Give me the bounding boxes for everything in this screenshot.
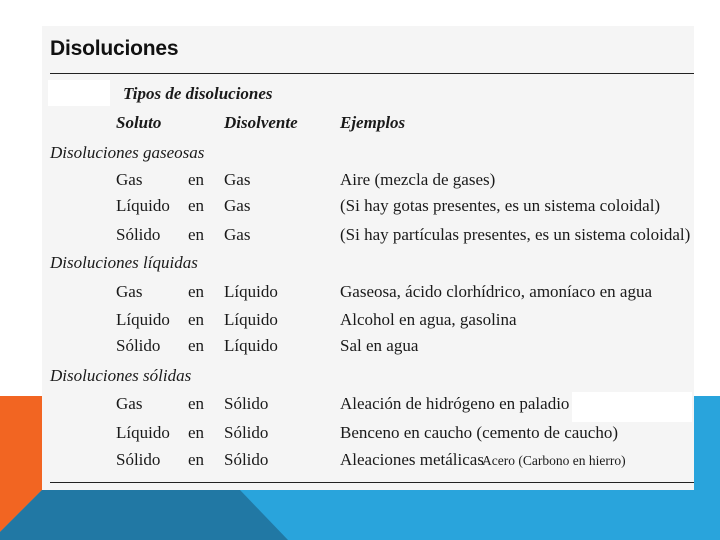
cell-solvent: Gas	[224, 225, 251, 244]
cell-connector: en	[188, 170, 205, 189]
cell-solvent: Líquido	[224, 336, 278, 355]
cell-example: Sal en agua	[340, 336, 419, 355]
cell-example: Aleaciones metálicas	[340, 450, 484, 469]
slide-title: Disoluciones	[50, 37, 179, 60]
cell-example: (Si hay gotas presentes, es un sistema coloidal)	[340, 196, 661, 215]
cell-connector: en	[188, 450, 205, 469]
cell-example: Benceno en caucho (cemento de caucho)	[340, 423, 618, 442]
cell-example: Aleación de hidrógeno en paladio	[340, 394, 570, 413]
cell-connector: en	[188, 336, 205, 355]
cell-connector: en	[188, 423, 205, 442]
header-mask	[48, 80, 110, 106]
section-title-solid: Disoluciones sólidas	[50, 366, 192, 385]
cell-solvent: Sólido	[224, 394, 269, 413]
table-title: Tipos de disoluciones	[123, 84, 273, 103]
cell-example-extra: Acero (Carbono en hierro)	[482, 453, 626, 468]
cell-solute: Sólido	[116, 225, 161, 244]
cell-solvent: Gas	[224, 196, 251, 215]
cell-solute: Gas	[116, 282, 143, 301]
cell-solvent: Líquido	[224, 310, 278, 329]
cell-example: Alcohol en agua, gasolina	[340, 310, 517, 329]
right-mask	[572, 392, 692, 422]
header-solute: Soluto	[116, 113, 162, 132]
cell-solute: Sólido	[116, 450, 161, 469]
cell-solute: Líquido	[116, 196, 170, 215]
cell-example: Aire (mezcla de gases)	[340, 170, 496, 189]
cell-solvent: Gas	[224, 170, 251, 189]
section-title-liquid: Disoluciones líquidas	[50, 253, 198, 272]
cell-solvent: Sólido	[224, 450, 269, 469]
bottom-rule	[50, 482, 694, 483]
cell-solute: Sólido	[116, 336, 161, 355]
cell-connector: en	[188, 394, 205, 413]
cell-solute: Gas	[116, 170, 143, 189]
cell-solute: Líquido	[116, 310, 170, 329]
cell-connector: en	[188, 196, 205, 215]
cell-solute: Gas	[116, 394, 143, 413]
cell-example: (Si hay partículas presentes, es un sistema coloidal)	[340, 225, 691, 244]
header-solvent: Disolvente	[224, 113, 298, 132]
section-title-gaseous: Disoluciones gaseosas	[50, 143, 205, 162]
cell-solvent: Sólido	[224, 423, 269, 442]
cell-solute: Líquido	[116, 423, 170, 442]
cell-connector: en	[188, 310, 205, 329]
cell-example: Gaseosa, ácido clorhídrico, amoníaco en agua	[340, 282, 653, 301]
top-rule	[50, 73, 694, 74]
cell-solvent: Líquido	[224, 282, 278, 301]
cell-connector: en	[188, 282, 205, 301]
header-examples: Ejemplos	[340, 113, 406, 132]
cell-connector: en	[188, 225, 205, 244]
